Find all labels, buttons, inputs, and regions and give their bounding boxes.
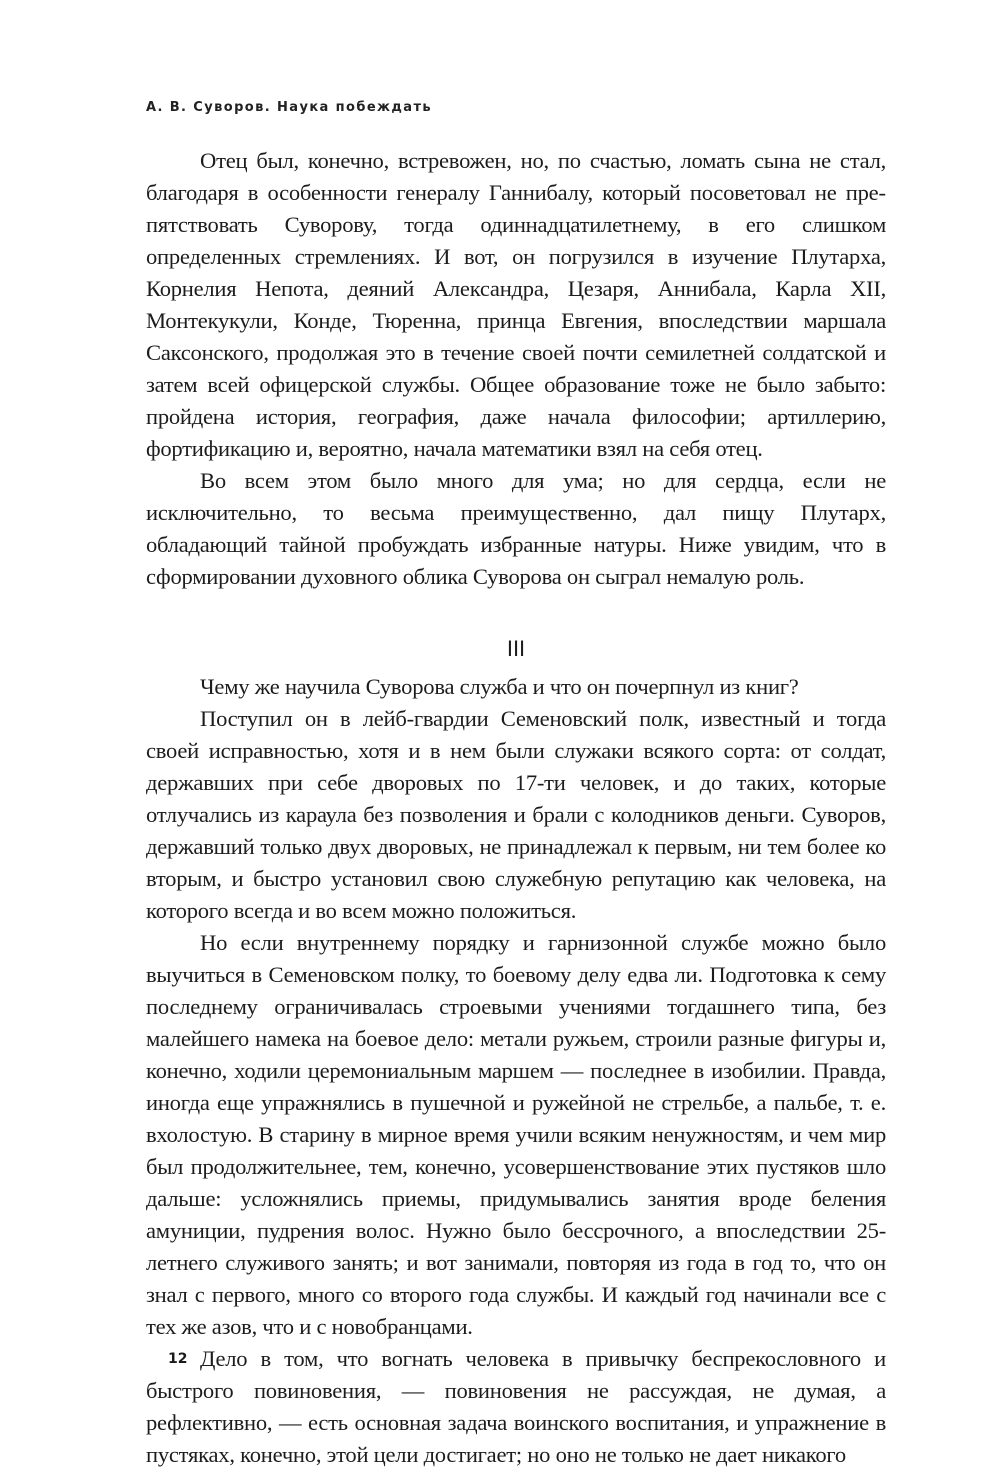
- paragraph: Но если внутреннему порядку и гарнизонной службе можно было выучиться в Семеновском полку, то боевому делу едва ли. Подготовка к сему последнему ограничивалась строевыми учениями тогдашнего типа, без малейшего намека на боевое дело: метали ружьем, строили разные фигуры и, конечно, ходили церемониальным маршем — последнее в изобилии. Правда, иногда еще упражнялись в пушечной и ружейной не стрельбе, а пальбе, т. е. вхолостую. В старину в мирное время учили всяким ненужностям, и чем мир был продолжительнее, тем, конечно, усовершенствование этих пустяков шло дальше: усложнялись приемы, придумывались занятия вроде беления амуниции, пудрения волос. Нужно было бессрочного, а впоследствии 25-летнего служивого занять; и вот занимали, повторяя из года в год то, что он знал с первого, много со второго года службы. И каждый год начинали все с тех же азов, что и с новобранцами.: [146, 930, 886, 1339]
- paragraph: Отец был, конечно, встревожен, но, по счастью, ломать сына не стал, благодаря в особенности генералу Ганнибалу, который посоветовал не препятствовать Суворову, тогда одиннадцатилетнему, в его слишком определенных стремлениях. И вот, он погрузился в изучение Плутарха, Корнелия Непота, деяний Александра, Цезаря, Аннибала, Карла XII, Монтекукули, Конде, Тюренна, принца Евгения, впоследствии маршала Саксонского, продолжая это в течение своей почти семилетней солдатской и затем всей офицерской службы. Общее образование тоже не было забыто: пройдена история, география, даже начала философии; артиллерию, фортификацию и, вероятно, начала математики взял на себя отец.: [146, 148, 886, 461]
- paragraph: Дело в том, что вогнать человека в привычку беспрекословного и быстрого повиновения, — повиновения не рассуждая, не думая, а рефлективно, — есть основная задача воинского воспитания, и упражнение в пустяках, конечно, этой цели достигает; но оно не только не дает никакого: [146, 1346, 886, 1467]
- page-number: 12: [168, 1351, 188, 1367]
- section-heading: III: [506, 636, 526, 661]
- paragraph: Во всем этом было много для ума; но для сердца, если не исключительно, то весьма преимущественно, дал пищу Плутарх, обладающий тайной пробуждать избранные натуры. Ниже увидим, что в сформировании духовного облика Суворова он сыграл немалую роль.: [146, 468, 886, 589]
- paragraph: Поступил он в лейб-гвардии Семеновский полк, известный и тогда своей исправностью, хотя и в нем были служаки всякого сорта: от солдат, державших при себе дворовых по 17-ти человек, и до таких, которые отлучались из караула без позволения и брали с колодников деньги. Суворов, державший только двух дворовых, не принадлежал к первым, ни тем более ко вторым, и быстро установил свою служебную репутацию как человека, на которого всегда и во всем можно положиться.: [146, 706, 886, 923]
- running-head: А. В. Суворов. Наука побеждать: [146, 100, 433, 115]
- paragraph: Чему же научила Суворова служба и что он почерпнул из книг?: [200, 674, 799, 699]
- body-text: [146, 145, 886, 1471]
